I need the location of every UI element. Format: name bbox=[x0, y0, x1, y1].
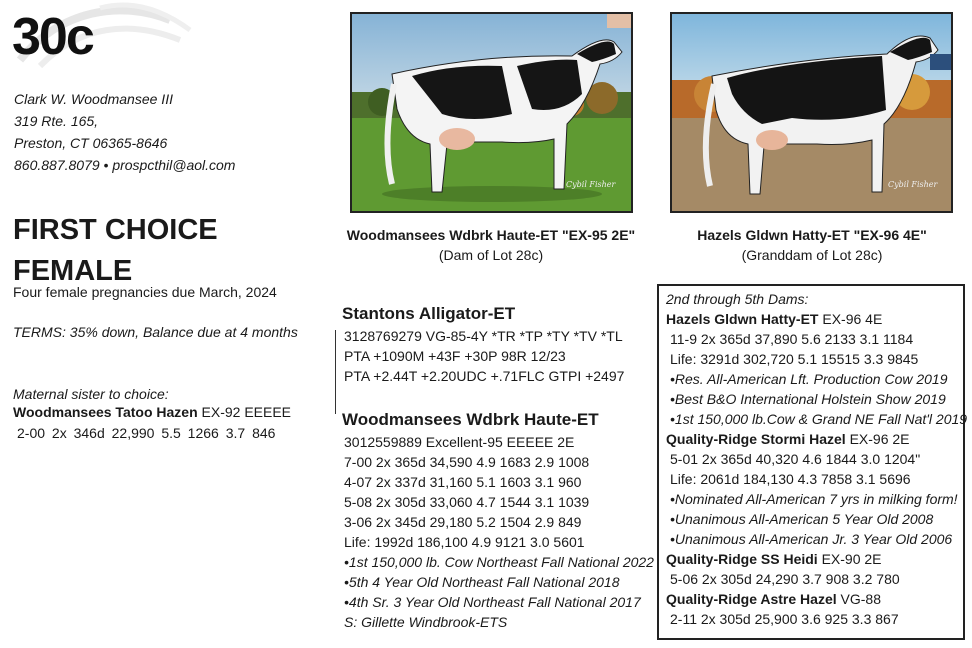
sire-line: 3128769279 VG-85-4Y *TR *TP *TY *TV *TL bbox=[344, 328, 623, 344]
stormi-record: Life: 2061d 184,130 4.3 7858 3.1 5696 bbox=[670, 471, 911, 487]
consignor-address bbox=[14, 88, 235, 176]
lot-title bbox=[13, 210, 218, 292]
astre-name: Quality-Ridge Astre Hazel bbox=[666, 591, 837, 607]
stormi-record: 5-01 2x 365d 40,320 4.6 1844 3.0 1204" bbox=[670, 451, 921, 467]
dam-registration: 3012559889 Excellent-95 EEEEE 2E bbox=[344, 434, 575, 450]
terms: TERMS: 35% down, Balance due at 4 months bbox=[13, 324, 298, 340]
title-line-2: FEMALE bbox=[13, 255, 133, 287]
maternal-sister-name bbox=[13, 404, 291, 420]
dam-record: 3-06 2x 345d 29,180 5.2 1504 2.9 849 bbox=[344, 514, 582, 530]
lot-subtitle: Four female pregnancies due March, 2024 bbox=[13, 284, 277, 300]
sire-name: Stantons Alligator-ET bbox=[342, 304, 516, 323]
hatty-record: 11-9 2x 365d 37,890 5.6 2133 3.1 1184 bbox=[670, 331, 914, 347]
dam-sire: S: Gillette Windbrook-ETS bbox=[344, 614, 508, 630]
dam-achievement: •1st 150,000 lb. Cow Northeast Fall National 2022 bbox=[344, 554, 654, 570]
astre-class: VG-88 bbox=[836, 591, 881, 607]
maternal-sister-record: 2-00 2x 346d 22,990 5.5 1266 3.7 846 bbox=[17, 425, 276, 441]
hatty-note: •Res. All-American Lft. Production Cow 2019 bbox=[670, 371, 948, 387]
maternal-sister-cow-name: Woodmansees Tatoo Hazen bbox=[13, 404, 198, 420]
hatty-record: Life: 3291d 302,720 5.1 15515 3.3 9845 bbox=[670, 351, 919, 367]
sire-line: PTA +1090M +43F +30P 98R 12/23 bbox=[344, 348, 566, 364]
maternal-sister-label: Maternal sister to choice: bbox=[13, 386, 169, 402]
consignor-name: Clark W. Woodmansee III bbox=[14, 91, 173, 107]
stormi-note: •Unanimous All-American 5 Year Old 2008 bbox=[670, 511, 934, 527]
stormi-note: •Nominated All-American 7 yrs in milking form! bbox=[670, 491, 958, 507]
pedigree-box-content bbox=[666, 289, 967, 629]
consignor-contact: 860.887.8079 • prospcthil@aol.com bbox=[14, 157, 236, 173]
sire-details bbox=[344, 326, 624, 386]
lot-number: 30c bbox=[12, 8, 93, 66]
astre-record: 2-11 2x 305d 25,900 3.6 925 3.3 867 bbox=[670, 611, 899, 627]
pedigree-heading: 2nd through 5th Dams: bbox=[666, 291, 809, 307]
heidi-class: EX-90 2E bbox=[817, 551, 882, 567]
consignor-city: Preston, CT 06365-8646 bbox=[14, 135, 168, 151]
hatty-name: Hazels Gldwn Hatty-ET bbox=[666, 311, 819, 327]
hatty-note: •Best B&O International Holstein Show 2019 bbox=[670, 391, 946, 407]
heidi-name-line bbox=[666, 549, 967, 569]
title-line-1: FIRST CHOICE bbox=[13, 214, 218, 246]
stormi-name: Quality-Ridge Stormi Hazel bbox=[666, 431, 846, 447]
dam-photo-title: Woodmansees Wdbrk Haute-ET "EX-95 2E" bbox=[346, 227, 636, 243]
granddam-photo-title: Hazels Gldwn Hatty-ET "EX-96 4E" bbox=[697, 227, 927, 243]
heidi-record: 5-06 2x 305d 24,290 3.7 908 3.2 780 bbox=[670, 571, 900, 587]
dam-record: 7-00 2x 365d 34,590 4.9 1683 2.9 1008 bbox=[344, 454, 590, 470]
divider-line bbox=[335, 330, 336, 414]
photo-signature-2: Cybil Fisher bbox=[888, 180, 938, 189]
maternal-sister-class: EX-92 EEEEE bbox=[197, 404, 292, 420]
photo-signature-1: Cybil Fisher bbox=[566, 180, 616, 189]
sire-line: PTA +2.44T +2.20UDC +.71FLC GTPI +2497 bbox=[344, 368, 625, 384]
dam-name: Woodmansees Wdbrk Haute-ET bbox=[342, 410, 599, 429]
dam-photo-subtitle: (Dam of Lot 28c) bbox=[438, 247, 544, 263]
granddam-photo-subtitle: (Granddam of Lot 28c) bbox=[741, 247, 883, 263]
dam-record: 5-08 2x 305d 33,060 4.7 1544 3.1 1039 bbox=[344, 494, 590, 510]
dam-achievement: •5th 4 Year Old Northeast Fall National 2018 bbox=[344, 574, 620, 590]
stormi-name-line bbox=[666, 429, 967, 449]
dam-details bbox=[344, 432, 654, 632]
granddam-photo-caption bbox=[662, 225, 962, 265]
stormi-note: •Unanimous All-American Jr. 3 Year Old 2006 bbox=[670, 531, 953, 547]
dam-record: 4-07 2x 337d 31,160 5.1 1603 3.1 960 bbox=[344, 474, 582, 490]
dam-record: Life: 1992d 186,100 4.9 9121 3.0 5601 bbox=[344, 534, 585, 550]
heidi-name: Quality-Ridge SS Heidi bbox=[666, 551, 818, 567]
dam-achievement: •4th Sr. 3 Year Old Northeast Fall National 2017 bbox=[344, 594, 641, 610]
dam-photo-caption bbox=[330, 225, 652, 265]
stormi-class: EX-96 2E bbox=[845, 431, 910, 447]
hatty-note: •1st 150,000 lb.Cow & Grand NE Fall Nat'l 2019 bbox=[670, 411, 968, 427]
astre-name-line bbox=[666, 589, 967, 609]
hatty-name-line bbox=[666, 309, 967, 329]
hatty-class: EX-96 4E bbox=[818, 311, 883, 327]
consignor-street: 319 Rte. 165, bbox=[14, 113, 99, 129]
